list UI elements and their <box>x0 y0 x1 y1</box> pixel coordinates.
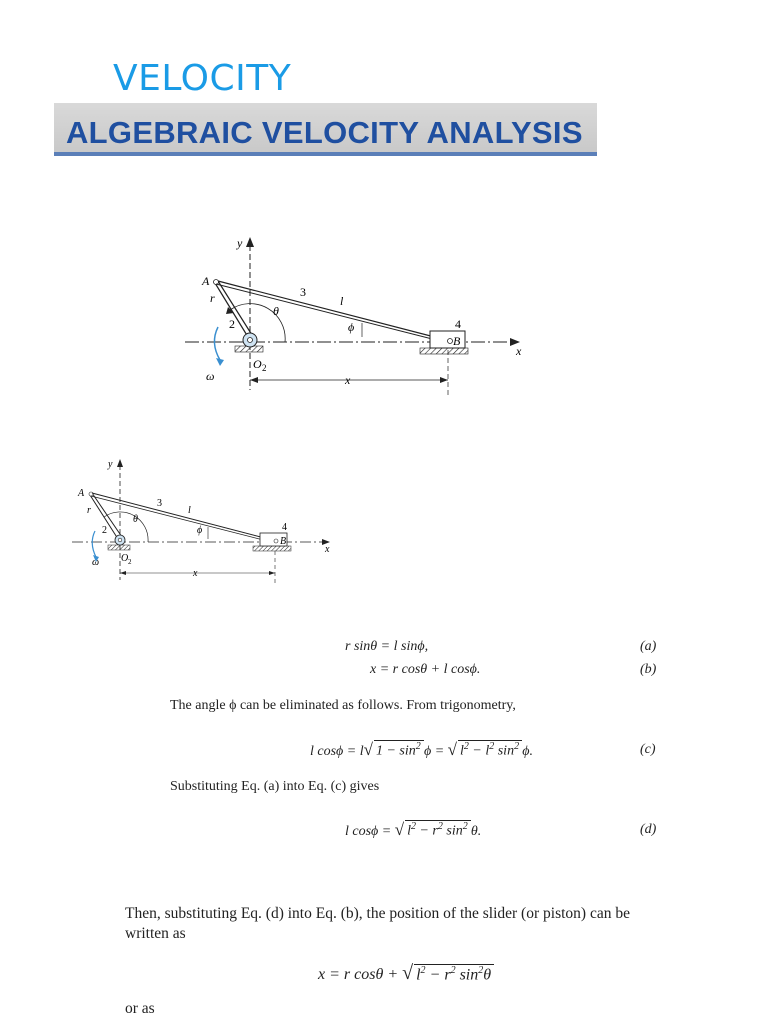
label-phi: ϕ <box>348 320 355 334</box>
paragraph-substituting: Substituting Eq. (a) into Eq. (c) gives <box>170 779 380 794</box>
eq-d-part5: θ. <box>470 824 482 839</box>
eq-c-part1: l cosϕ = l <box>310 744 364 759</box>
label-O-sub-small: 2 <box>128 558 132 566</box>
label-x-axis: x <box>516 344 522 358</box>
page-title: VELOCITY <box>113 58 292 99</box>
label-link-2-small: 2 <box>102 525 107 536</box>
eq-c-part3: ϕ = <box>423 744 445 759</box>
label-dim-x: x <box>345 373 351 387</box>
label-A: A <box>202 274 210 288</box>
label-l-small: l <box>188 505 191 516</box>
equation-a: r sinθ = l sinϕ, <box>345 639 429 654</box>
label-r: r <box>210 291 215 305</box>
slider-crank-diagram-small <box>70 455 345 593</box>
label-link-3: 3 <box>300 285 306 299</box>
eq-d-part4: sin <box>442 824 463 839</box>
paragraph-or-as: or as <box>125 1000 155 1017</box>
paragraph-position-line2: written as <box>125 925 186 942</box>
equation-d: l cosϕ = √ $l^2 - r^2$ $\sin^2$ θ. <box>345 820 482 839</box>
label-y-small: y <box>108 459 113 470</box>
eq-e-part4: sin <box>455 966 479 983</box>
label-omega: ω <box>206 369 215 383</box>
label-O-small: O <box>121 553 129 564</box>
equation-c: l cosϕ = l√ $1 - \sin^2$ ϕ = √ $l^2 - l^2$ $\sin^2$ ϕ. <box>310 740 533 759</box>
eq-d-part3: − r <box>415 824 438 839</box>
equation-b: x = r cosθ + l cosϕ. <box>370 662 481 677</box>
label-dim-x-small: x <box>193 568 198 579</box>
eq-d-part2: l <box>407 824 411 839</box>
eq-c-part4: l <box>460 744 464 759</box>
label-theta-small: θ <box>133 514 138 525</box>
equation-c-label: (c) <box>640 742 656 757</box>
slider-crank-diagram-large <box>180 225 540 405</box>
eq-e-part1: x = r cosθ + <box>318 966 399 983</box>
equation-b-label: (b) <box>640 662 657 677</box>
paragraph-trigonometry: The angle ϕ can be eliminated as follows. From trigonometry, <box>170 698 516 713</box>
equation-a-label: (a) <box>640 639 657 654</box>
eq-c-part6: sin <box>494 744 515 759</box>
equation-d-label: (d) <box>640 822 657 837</box>
label-omega-small: ω <box>92 557 100 568</box>
paragraph-position-line1: Then, substituting Eq. (d) into Eq. (b), the position of the slider (or piston) can be <box>125 905 630 922</box>
eq-c-part2: 1 − sin <box>375 744 416 759</box>
eq-c-part7: ϕ. <box>522 744 533 759</box>
label-y: y <box>237 236 243 250</box>
label-A-small: A <box>78 488 85 499</box>
label-O-sub: 2 <box>262 363 267 373</box>
label-x-axis-small: x <box>325 544 330 555</box>
label-link-4: 4 <box>455 317 461 331</box>
label-l: l <box>340 294 344 308</box>
eq-c-part5: − l <box>468 744 490 759</box>
label-phi-small: ϕ <box>197 525 203 536</box>
label-link-2: 2 <box>229 317 235 331</box>
label-B-small: B <box>280 536 287 547</box>
label-theta: θ <box>273 304 279 318</box>
eq-d-part1: l cosϕ = <box>345 824 392 839</box>
label-link-4-small: 4 <box>282 522 287 533</box>
label-O: O <box>253 357 262 371</box>
eq-e-part2: l <box>416 966 421 983</box>
label-B: B <box>453 334 461 348</box>
label-link-3-small: 3 <box>157 498 162 509</box>
eq-e-part5: θ <box>483 966 492 983</box>
section-banner <box>54 103 597 156</box>
equation-position: x = r cosθ + √ $l^2 - r^2$ $\sin^2\theta$ <box>318 962 494 985</box>
label-r-small: r <box>87 505 91 516</box>
eq-e-part3: − r <box>425 966 451 983</box>
section-heading: ALGEBRAIC VELOCITY ANALYSIS <box>66 115 583 150</box>
